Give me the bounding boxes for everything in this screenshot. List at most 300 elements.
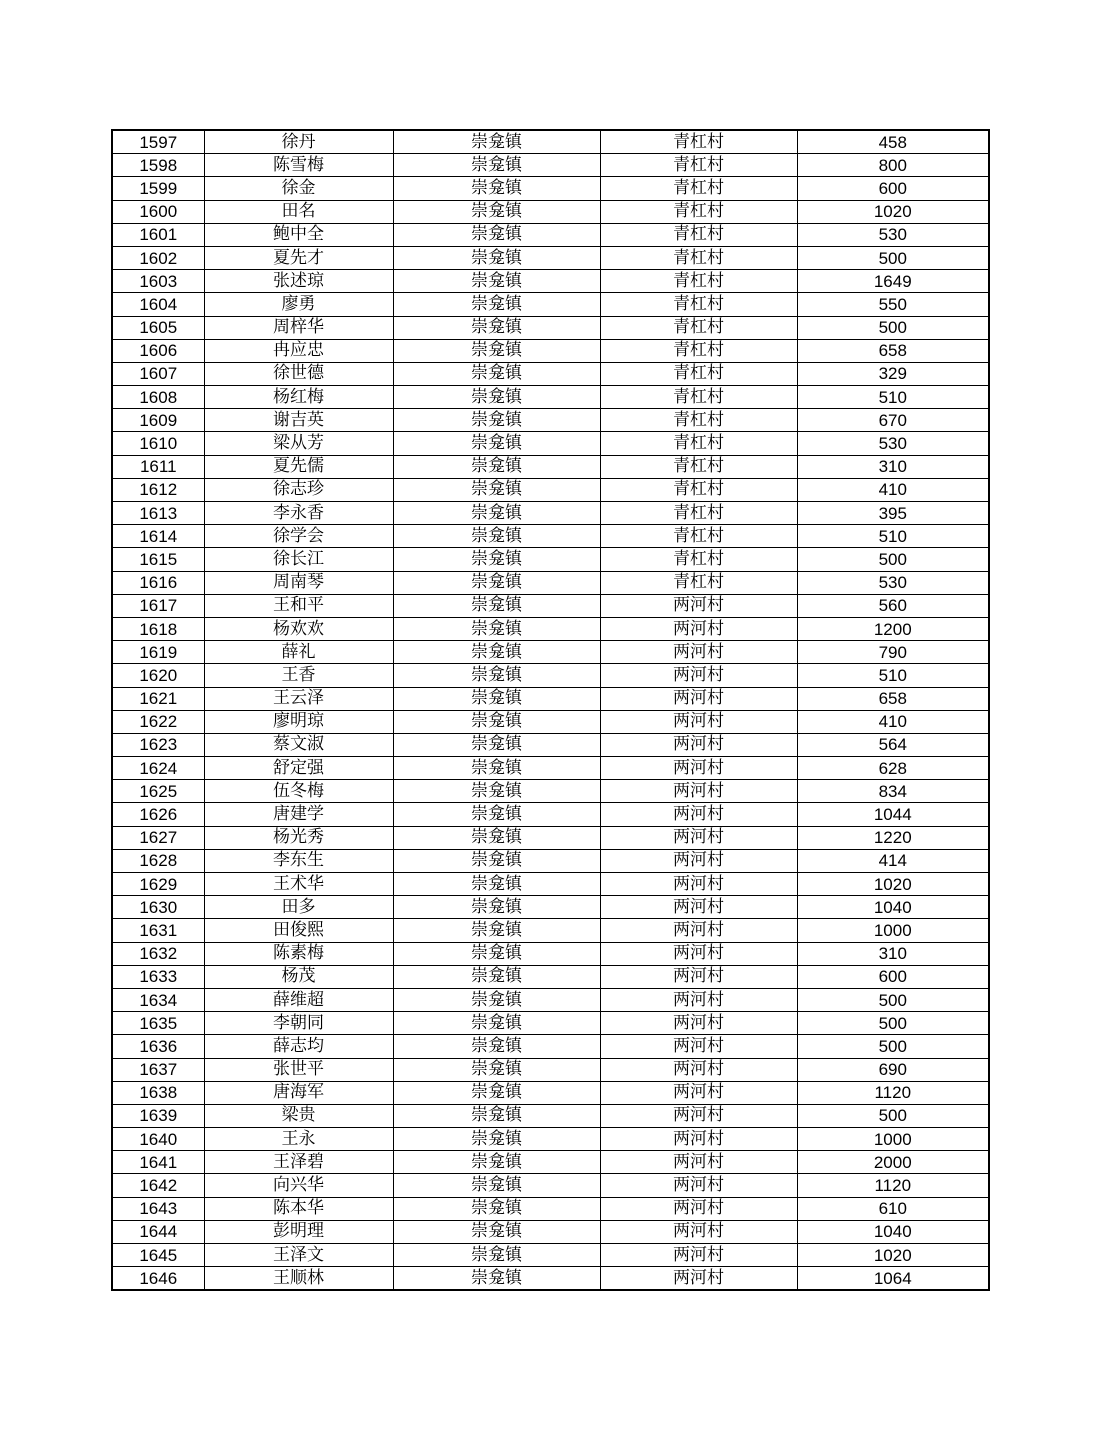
cell-town: 崇龛镇: [393, 1267, 600, 1291]
cell-number: 1621: [112, 687, 204, 710]
table-row: [112, 1197, 989, 1220]
cell-amount: 1044: [797, 803, 989, 826]
cell-village: 青杠村: [600, 154, 797, 177]
cell-name: 徐丹: [204, 130, 393, 154]
cell-number: 1602: [112, 246, 204, 269]
table-row: [112, 525, 989, 548]
cell-village: 两河村: [600, 617, 797, 640]
cell-amount: 1000: [797, 919, 989, 942]
cell-number: 1600: [112, 200, 204, 223]
cell-amount: 2000: [797, 1151, 989, 1174]
cell-town: 崇龛镇: [393, 1197, 600, 1220]
cell-amount: 1120: [797, 1081, 989, 1104]
cell-village: 两河村: [600, 1174, 797, 1197]
cell-village: 青杠村: [600, 571, 797, 594]
cell-village: 两河村: [600, 687, 797, 710]
cell-village: 两河村: [600, 1081, 797, 1104]
cell-number: 1606: [112, 339, 204, 362]
table-row: [112, 733, 989, 756]
cell-name: 王顺林: [204, 1267, 393, 1291]
cell-town: 崇龛镇: [393, 849, 600, 872]
cell-amount: 310: [797, 455, 989, 478]
cell-name: 王术华: [204, 873, 393, 896]
table-row: [112, 594, 989, 617]
cell-number: 1643: [112, 1197, 204, 1220]
table-row: [112, 1128, 989, 1151]
cell-name: 徐世德: [204, 362, 393, 385]
table-row: [112, 803, 989, 826]
roster-table-body: [112, 130, 989, 1290]
table-row: [112, 1058, 989, 1081]
cell-village: 青杠村: [600, 548, 797, 571]
cell-amount: 530: [797, 223, 989, 246]
cell-town: 崇龛镇: [393, 362, 600, 385]
cell-amount: 790: [797, 641, 989, 664]
cell-town: 崇龛镇: [393, 1081, 600, 1104]
cell-village: 两河村: [600, 942, 797, 965]
cell-town: 崇龛镇: [393, 154, 600, 177]
cell-name: 夏先才: [204, 246, 393, 269]
cell-name: 王泽碧: [204, 1151, 393, 1174]
cell-village: 青杠村: [600, 177, 797, 200]
cell-town: 崇龛镇: [393, 316, 600, 339]
cell-amount: 1220: [797, 826, 989, 849]
cell-number: 1601: [112, 223, 204, 246]
cell-amount: 410: [797, 478, 989, 501]
cell-number: 1637: [112, 1058, 204, 1081]
cell-town: 崇龛镇: [393, 826, 600, 849]
cell-village: 两河村: [600, 733, 797, 756]
cell-amount: 500: [797, 548, 989, 571]
cell-amount: 1064: [797, 1267, 989, 1291]
cell-number: 1622: [112, 710, 204, 733]
cell-amount: 1120: [797, 1174, 989, 1197]
cell-town: 崇龛镇: [393, 803, 600, 826]
cell-town: 崇龛镇: [393, 1151, 600, 1174]
cell-amount: 510: [797, 525, 989, 548]
cell-amount: 1649: [797, 270, 989, 293]
cell-town: 崇龛镇: [393, 502, 600, 525]
cell-number: 1626: [112, 803, 204, 826]
cell-number: 1630: [112, 896, 204, 919]
table-row: [112, 919, 989, 942]
cell-village: 青杠村: [600, 455, 797, 478]
cell-village: 两河村: [600, 988, 797, 1011]
table-row: [112, 1012, 989, 1035]
cell-number: 1605: [112, 316, 204, 339]
cell-amount: 610: [797, 1197, 989, 1220]
cell-amount: 500: [797, 1104, 989, 1127]
cell-number: 1597: [112, 130, 204, 154]
cell-name: 徐金: [204, 177, 393, 200]
cell-village: 两河村: [600, 710, 797, 733]
cell-number: 1613: [112, 502, 204, 525]
cell-name: 王泽文: [204, 1244, 393, 1267]
cell-village: 青杠村: [600, 386, 797, 409]
table-row: [112, 548, 989, 571]
cell-amount: 329: [797, 362, 989, 385]
cell-number: 1640: [112, 1128, 204, 1151]
cell-name: 鲍中全: [204, 223, 393, 246]
cell-town: 崇龛镇: [393, 246, 600, 269]
cell-village: 两河村: [600, 780, 797, 803]
table-row: [112, 362, 989, 385]
cell-town: 崇龛镇: [393, 965, 600, 988]
cell-number: 1635: [112, 1012, 204, 1035]
cell-town: 崇龛镇: [393, 757, 600, 780]
cell-village: 青杠村: [600, 478, 797, 501]
cell-town: 崇龛镇: [393, 1012, 600, 1035]
cell-amount: 1020: [797, 873, 989, 896]
table-row: [112, 293, 989, 316]
cell-name: 李东生: [204, 849, 393, 872]
cell-name: 伍冬梅: [204, 780, 393, 803]
table-row: [112, 478, 989, 501]
cell-town: 崇龛镇: [393, 1174, 600, 1197]
cell-village: 青杠村: [600, 270, 797, 293]
cell-name: 周南琴: [204, 571, 393, 594]
cell-village: 两河村: [600, 641, 797, 664]
cell-amount: 500: [797, 1035, 989, 1058]
cell-name: 徐志珍: [204, 478, 393, 501]
cell-town: 崇龛镇: [393, 571, 600, 594]
cell-town: 崇龛镇: [393, 1035, 600, 1058]
cell-town: 崇龛镇: [393, 478, 600, 501]
cell-town: 崇龛镇: [393, 177, 600, 200]
cell-village: 青杠村: [600, 432, 797, 455]
cell-town: 崇龛镇: [393, 1104, 600, 1127]
table-row: [112, 1220, 989, 1243]
cell-number: 1632: [112, 942, 204, 965]
table-row: [112, 988, 989, 1011]
cell-village: 两河村: [600, 965, 797, 988]
cell-town: 崇龛镇: [393, 432, 600, 455]
table-row: [112, 849, 989, 872]
cell-village: 两河村: [600, 1128, 797, 1151]
cell-amount: 1200: [797, 617, 989, 640]
table-row: [112, 1267, 989, 1291]
cell-number: 1641: [112, 1151, 204, 1174]
cell-amount: 510: [797, 386, 989, 409]
cell-amount: 1040: [797, 1220, 989, 1243]
cell-village: 两河村: [600, 664, 797, 687]
cell-town: 崇龛镇: [393, 1058, 600, 1081]
cell-town: 崇龛镇: [393, 942, 600, 965]
cell-town: 崇龛镇: [393, 223, 600, 246]
cell-town: 崇龛镇: [393, 733, 600, 756]
table-row: [112, 780, 989, 803]
cell-amount: 395: [797, 502, 989, 525]
cell-amount: 658: [797, 687, 989, 710]
table-row: [112, 965, 989, 988]
cell-name: 唐建学: [204, 803, 393, 826]
table-row: [112, 641, 989, 664]
cell-name: 徐学会: [204, 525, 393, 548]
cell-number: 1615: [112, 548, 204, 571]
cell-name: 梁从芳: [204, 432, 393, 455]
cell-number: 1599: [112, 177, 204, 200]
table-row: [112, 455, 989, 478]
cell-village: 青杠村: [600, 316, 797, 339]
cell-village: 两河村: [600, 1220, 797, 1243]
table-row: [112, 571, 989, 594]
cell-name: 向兴华: [204, 1174, 393, 1197]
table-row: [112, 1244, 989, 1267]
cell-name: 王香: [204, 664, 393, 687]
cell-name: 田多: [204, 896, 393, 919]
cell-name: 梁贵: [204, 1104, 393, 1127]
cell-number: 1603: [112, 270, 204, 293]
cell-name: 张世平: [204, 1058, 393, 1081]
cell-amount: 600: [797, 177, 989, 200]
roster-table: [111, 129, 990, 1291]
cell-town: 崇龛镇: [393, 293, 600, 316]
cell-name: 舒定强: [204, 757, 393, 780]
table-row: [112, 1174, 989, 1197]
cell-village: 两河村: [600, 1244, 797, 1267]
cell-name: 陈素梅: [204, 942, 393, 965]
cell-number: 1634: [112, 988, 204, 1011]
cell-amount: 560: [797, 594, 989, 617]
cell-town: 崇龛镇: [393, 710, 600, 733]
cell-number: 1617: [112, 594, 204, 617]
cell-number: 1623: [112, 733, 204, 756]
cell-village: 青杠村: [600, 339, 797, 362]
cell-name: 田名: [204, 200, 393, 223]
cell-village: 两河村: [600, 1197, 797, 1220]
table-row: [112, 246, 989, 269]
cell-town: 崇龛镇: [393, 873, 600, 896]
cell-town: 崇龛镇: [393, 455, 600, 478]
table-row: [112, 316, 989, 339]
cell-village: 两河村: [600, 1267, 797, 1291]
cell-town: 崇龛镇: [393, 339, 600, 362]
cell-number: 1620: [112, 664, 204, 687]
cell-name: 杨茂: [204, 965, 393, 988]
cell-town: 崇龛镇: [393, 617, 600, 640]
cell-number: 1619: [112, 641, 204, 664]
cell-village: 两河村: [600, 1151, 797, 1174]
cell-town: 崇龛镇: [393, 1128, 600, 1151]
cell-village: 两河村: [600, 594, 797, 617]
cell-amount: 1040: [797, 896, 989, 919]
cell-name: 薛维超: [204, 988, 393, 1011]
cell-amount: 800: [797, 154, 989, 177]
cell-number: 1607: [112, 362, 204, 385]
cell-name: 冉应忠: [204, 339, 393, 362]
cell-name: 唐海军: [204, 1081, 393, 1104]
table-row: [112, 873, 989, 896]
table-row: [112, 200, 989, 223]
table-row: [112, 664, 989, 687]
cell-number: 1624: [112, 757, 204, 780]
cell-town: 崇龛镇: [393, 896, 600, 919]
cell-village: 青杠村: [600, 362, 797, 385]
cell-town: 崇龛镇: [393, 409, 600, 432]
cell-name: 陈本华: [204, 1197, 393, 1220]
cell-town: 崇龛镇: [393, 919, 600, 942]
cell-town: 崇龛镇: [393, 780, 600, 803]
cell-number: 1612: [112, 478, 204, 501]
cell-village: 两河村: [600, 826, 797, 849]
cell-town: 崇龛镇: [393, 687, 600, 710]
cell-village: 青杠村: [600, 502, 797, 525]
table-row: [112, 1081, 989, 1104]
cell-name: 杨光秀: [204, 826, 393, 849]
cell-name: 薛礼: [204, 641, 393, 664]
table-row: [112, 432, 989, 455]
table-row: [112, 1035, 989, 1058]
cell-amount: 510: [797, 664, 989, 687]
cell-amount: 458: [797, 130, 989, 154]
cell-town: 崇龛镇: [393, 1244, 600, 1267]
table-row: [112, 757, 989, 780]
cell-number: 1636: [112, 1035, 204, 1058]
table-row: [112, 1104, 989, 1127]
cell-village: 青杠村: [600, 293, 797, 316]
cell-number: 1627: [112, 826, 204, 849]
cell-amount: 500: [797, 316, 989, 339]
cell-amount: 628: [797, 757, 989, 780]
cell-name: 张述琼: [204, 270, 393, 293]
cell-amount: 500: [797, 988, 989, 1011]
cell-name: 杨红梅: [204, 386, 393, 409]
cell-village: 青杠村: [600, 525, 797, 548]
cell-number: 1645: [112, 1244, 204, 1267]
cell-amount: 414: [797, 849, 989, 872]
table-row: [112, 710, 989, 733]
cell-amount: 550: [797, 293, 989, 316]
table-row: [112, 896, 989, 919]
cell-number: 1642: [112, 1174, 204, 1197]
cell-name: 徐长江: [204, 548, 393, 571]
cell-number: 1625: [112, 780, 204, 803]
table-row: [112, 154, 989, 177]
table-row: [112, 687, 989, 710]
cell-village: 两河村: [600, 896, 797, 919]
cell-name: 陈雪梅: [204, 154, 393, 177]
table-row: [112, 223, 989, 246]
cell-name: 王永: [204, 1128, 393, 1151]
cell-name: 廖勇: [204, 293, 393, 316]
cell-village: 青杠村: [600, 223, 797, 246]
table-row: [112, 339, 989, 362]
cell-village: 两河村: [600, 1104, 797, 1127]
cell-number: 1611: [112, 455, 204, 478]
cell-town: 崇龛镇: [393, 130, 600, 154]
cell-amount: 310: [797, 942, 989, 965]
cell-amount: 500: [797, 1012, 989, 1035]
cell-town: 崇龛镇: [393, 641, 600, 664]
cell-number: 1644: [112, 1220, 204, 1243]
cell-village: 两河村: [600, 1058, 797, 1081]
cell-amount: 530: [797, 571, 989, 594]
table-row: [112, 130, 989, 154]
cell-number: 1639: [112, 1104, 204, 1127]
cell-town: 崇龛镇: [393, 386, 600, 409]
cell-village: 青杠村: [600, 246, 797, 269]
cell-name: 蔡文淑: [204, 733, 393, 756]
cell-amount: 1020: [797, 200, 989, 223]
cell-amount: 670: [797, 409, 989, 432]
cell-number: 1610: [112, 432, 204, 455]
cell-town: 崇龛镇: [393, 200, 600, 223]
cell-amount: 410: [797, 710, 989, 733]
cell-number: 1604: [112, 293, 204, 316]
cell-name: 王和平: [204, 594, 393, 617]
cell-number: 1616: [112, 571, 204, 594]
cell-name: 夏先儒: [204, 455, 393, 478]
cell-number: 1646: [112, 1267, 204, 1291]
cell-town: 崇龛镇: [393, 270, 600, 293]
cell-amount: 1020: [797, 1244, 989, 1267]
cell-amount: 1000: [797, 1128, 989, 1151]
cell-village: 两河村: [600, 873, 797, 896]
cell-village: 两河村: [600, 919, 797, 942]
cell-number: 1628: [112, 849, 204, 872]
cell-name: 田俊熙: [204, 919, 393, 942]
cell-amount: 690: [797, 1058, 989, 1081]
cell-village: 两河村: [600, 1012, 797, 1035]
cell-town: 崇龛镇: [393, 594, 600, 617]
cell-number: 1629: [112, 873, 204, 896]
cell-town: 崇龛镇: [393, 988, 600, 1011]
table-row: [112, 1151, 989, 1174]
cell-amount: 530: [797, 432, 989, 455]
cell-number: 1618: [112, 617, 204, 640]
cell-name: 杨欢欢: [204, 617, 393, 640]
cell-village: 两河村: [600, 1035, 797, 1058]
cell-number: 1633: [112, 965, 204, 988]
cell-name: 薛志均: [204, 1035, 393, 1058]
cell-name: 彭明理: [204, 1220, 393, 1243]
cell-name: 王云泽: [204, 687, 393, 710]
cell-name: 廖明琼: [204, 710, 393, 733]
cell-number: 1598: [112, 154, 204, 177]
cell-village: 青杠村: [600, 409, 797, 432]
cell-name: 李永香: [204, 502, 393, 525]
table-row: [112, 386, 989, 409]
cell-amount: 600: [797, 965, 989, 988]
cell-amount: 834: [797, 780, 989, 803]
table-row: [112, 826, 989, 849]
table-row: [112, 409, 989, 432]
cell-name: 李朝同: [204, 1012, 393, 1035]
cell-town: 崇龛镇: [393, 664, 600, 687]
cell-village: 两河村: [600, 803, 797, 826]
cell-number: 1614: [112, 525, 204, 548]
cell-amount: 658: [797, 339, 989, 362]
cell-number: 1609: [112, 409, 204, 432]
cell-number: 1638: [112, 1081, 204, 1104]
cell-name: 周梓华: [204, 316, 393, 339]
table-row: [112, 502, 989, 525]
table-row: [112, 270, 989, 293]
cell-town: 崇龛镇: [393, 1220, 600, 1243]
table-row: [112, 942, 989, 965]
cell-amount: 500: [797, 246, 989, 269]
cell-village: 两河村: [600, 757, 797, 780]
cell-village: 两河村: [600, 849, 797, 872]
cell-number: 1631: [112, 919, 204, 942]
table-row: [112, 177, 989, 200]
cell-name: 谢吉英: [204, 409, 393, 432]
cell-village: 青杠村: [600, 130, 797, 154]
cell-town: 崇龛镇: [393, 525, 600, 548]
cell-amount: 564: [797, 733, 989, 756]
table-row: [112, 617, 989, 640]
cell-town: 崇龛镇: [393, 548, 600, 571]
